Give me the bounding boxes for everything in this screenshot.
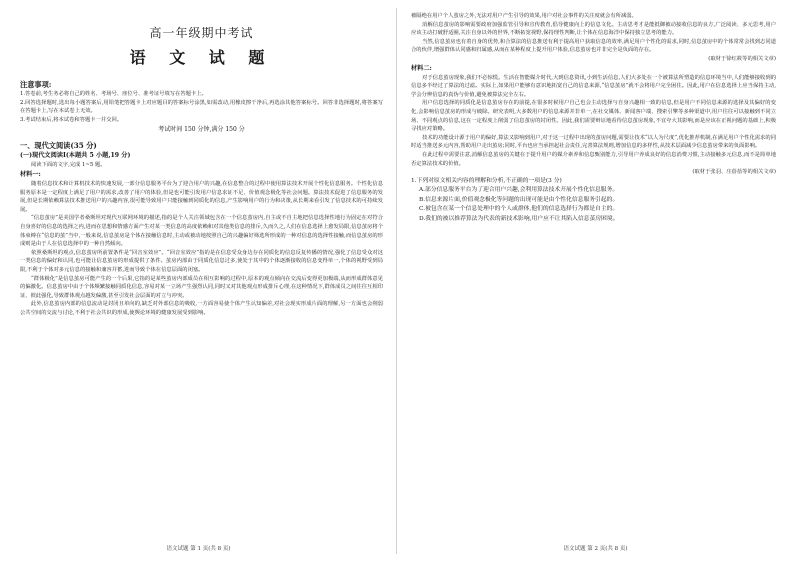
notice-item: 3.考试结束后,将本试卷和答题卡一并交回。 <box>20 116 123 123</box>
paragraph: “群体极化”是信息茧房可能产生的一个后果,它指的是某些茧房内部成员在相互影响的过程中,原本的观点倾向在交流后变得更加极端,从而形成群体意见的偏激化。信息茧房中由于个体频繁接触同质化信息,容易对某一立场产生强烈认同,同时又对其他观点形成排斥心理,在这种情况下,群体成员之间往往互相印证、彼此强化,导致群体观点越发偏激,甚至引发社会层面的对立与冲突。 <box>20 275 383 299</box>
exam-title: 高一年级期中考试 <box>149 26 254 40</box>
paragraph: 此外,信息茧房内部的信息流动是封闭且单向的,缺乏对外部信息的吸收,一方面容易使个体产生认知偏差,对社会现实形成片面的理解,另一方面也会削弱公共空间的交流与讨论,不利于社会共识的形成,使舆论环境的健康发展受到影响。 <box>20 301 383 316</box>
right-page <box>397 0 794 562</box>
paragraph: 随着信息技术和计算机技术的快速发展,一部分信息服务平台为了迎合用户的兴趣,在信息整合的过程中使用算法技术开展个性化信息服务。个性化信息服务原本是一定程度上满足了用户的需求,改善了用户的体验,但是也可能引发用户信息求证不足、价值观念极化等社会问题。算法技术促进了信息服务的发展,但是长期依赖算法技术推送用户的兴趣内容,很可能导致用户只能接触到同质化的信息,产生影响用户的行为和决策,从长期来看引发了信息技术的可持续发展。 <box>20 180 383 213</box>
option-b: B.信息来源片面,价值观念极化等问题的出现可能是由个性化信息服务引起的。 <box>419 196 619 203</box>
source-note: (取材于张羽、庄蓓蓓等的相关文章) <box>692 169 776 176</box>
paragraph: 对于信息茧房现象,我们不必惊慌。生活在智能媒介时代,大到信息资讯,小到生活信息,人们大多处在一个被算法所塑造的信息环境当中,人们能够接收到的信息多半经过了算法的过滤。实际上,如果用户能够有意识地拓宽自己的信息来源,“信息茧房”就不会将用户完全困住。因此,用户在信息选择上应当保持主动,学会分辨信息的真伪与价值,避免被算法完全左右。 <box>411 74 776 98</box>
paragraph: 被隔绝在用户个人茧房之外,无法对用户产生引导的效果,用户对社会事件的关注度就会有所减弱。 <box>411 13 637 19</box>
page-footer: 语文试题 第 1 页(共 8 页) <box>166 546 231 552</box>
source-note: (取材于徐红筱等的相关文章) <box>708 55 776 62</box>
paragraph: 用户信息选择的同质化是信息茧房存在的前提,在很多时候用户自己也会主动选择与自身兴趣相一致的信息,但是用户不同信息来源的选择及其偏好的变化,会影响信息茧房的形成与破除。研究表明,大多数用户的信息来源并非单一,在社交媒体、新闻客户端、搜索引擎等多种渠道中,用户往往可以接触到不同立场、不同观点的信息,这在一定程度上削弱了信息茧房的封闭性。因此,我们需要辩证地看待信息茧房现象,不宜夸大其影响,而是应该在正视问题的基础上,积极寻找应对策略。 <box>411 100 776 133</box>
option-c: C.被包含在某一个信息处理中的个人或群体,他们的信息选择行为都是自主的。 <box>419 206 619 213</box>
question-stem: 1.下列对原文相关内容的理解和分析,不正确的一项是(3 分) <box>411 177 562 184</box>
paragraph: 当然,信息茧房也有着自身的优势,和合算法的信息推送有利于提高用户获取信息的效率,满足用户个性化的需求,同时,信息茧房中的个体常常会找到志同道合的伙伴,增强群体认同感和归属感,从而在某种程度上提升用户体验,信息茧房也并非完全是负面的存在。 <box>411 38 776 54</box>
option-a: A.部分信息服务平台为了迎合用户兴趣,会利用算法技术开展个性化信息服务。 <box>419 187 619 194</box>
paragraph: 在此过程中需要注意,消解信息茧房的关键在于提升用户的媒介素养和信息甄别能力,引导用户养成良好的信息消费习惯,主动接触多元信息,而不是简单地否定算法技术的价值。 <box>411 151 776 167</box>
subsection-heading: (一)现代文阅读Ⅰ(本题共 5 小题,19 分) <box>20 152 131 160</box>
time-info: 考试时间 150 分钟,满分 150 分 <box>158 126 245 134</box>
material-label: 材料一: <box>20 170 41 178</box>
paragraph: 技术的功能设计源于用户的偏好,算法又影响到用户,对于这一过程中出现的茧房问题,需要让技术“以人为尺度”,优化推荐机制,在满足用户个性化需求的同时适当推送多元内容,帮助用户走出茧房;同时,平台也应当承担起社会责任,完善算法规则,增加信息的多样性,从技术层面减少信息茧房带来的负面影响。 <box>411 134 776 150</box>
option-d: D.我们的被以推荐算法为代表的新技术影响,用户应不让其陷入信息茧房困境。 <box>419 216 619 223</box>
notice-item: 1.答卷前,考生务必将自己的姓名、考场号、座位号、准考证号填写在答题卡上。 <box>20 91 207 97</box>
paragraph: “信息茧房”是美国学者桑斯坦对现代互联网环境的描述,指的是个人关注领域包含在一个信息茧房内,自主或不自主地把信息选择性地行为固定在对符合自身喜好的信息的选择之内,进而在思想和情感方面产生对某一类信息的高度依赖和对其他类信息的排斥,久而久之,人们在信息选择上愈发局限,信息茧房将个体束缚在“信息的茧”当中,一般来说,信息茧房是个体在接触信息时,主动或被动地按照自己的兴趣偏好筛选所形成的一种对信息的选择性接触,而信息茧房的形成则是由于人在信息选择中的一种自然倾向。 <box>20 215 383 248</box>
page-footer: 语文试题 第 2 页(共 8 页) <box>563 546 628 552</box>
section-heading: 一、现代文阅读(35 分) <box>20 141 97 151</box>
paragraph: 消解信息茧房的影响需要政府加强监管引导和宣传教育,倡导健康向上的信息文化。主动思考才是能抵御被动接收信息的良方,广泛阅读、多元思考,用户应该主动打破舒适圈,关注自身以外的世界,不断拓宽视野,保持理性判断,让个体在信息海洋中保持独立思考的能力。 <box>411 21 776 37</box>
material-label: 材料二: <box>411 64 432 72</box>
paragraph: 依照桑斯坦的观点,信息茧房所前置条件是“回音室效应”。“回音室效应”指的是在信息受众身边存在同质化的信息反复传播的情况,强化了信息受众对这一类信息的偏好和认同,也可能让信息茧房的形成提供了条件。茧房内部由于同质化信息过多,使处于其中的个体逐渐接收的信息变得单一,个体的视野受到局限,不利于个体对多元信息的接触和兼容并蓄,进而导致个体在信息层面的闭塞。 <box>20 249 383 273</box>
instruction: 阅读下面的文字,完成 1~5 题。 <box>31 162 106 169</box>
notice-heading: 注意事项: <box>20 80 52 89</box>
subject-title: 语 文 试 题 <box>129 48 274 67</box>
notice-item: 2.回答选择题时,选出每小题答案后,用铅笔把答题卡上对应题目的答案标号涂黑,如需改动,用橡皮擦干净后,再选涂其他答案标号。回答非选择题时,将答案写在答题卡上,写在本试卷上无效。 <box>20 99 383 115</box>
